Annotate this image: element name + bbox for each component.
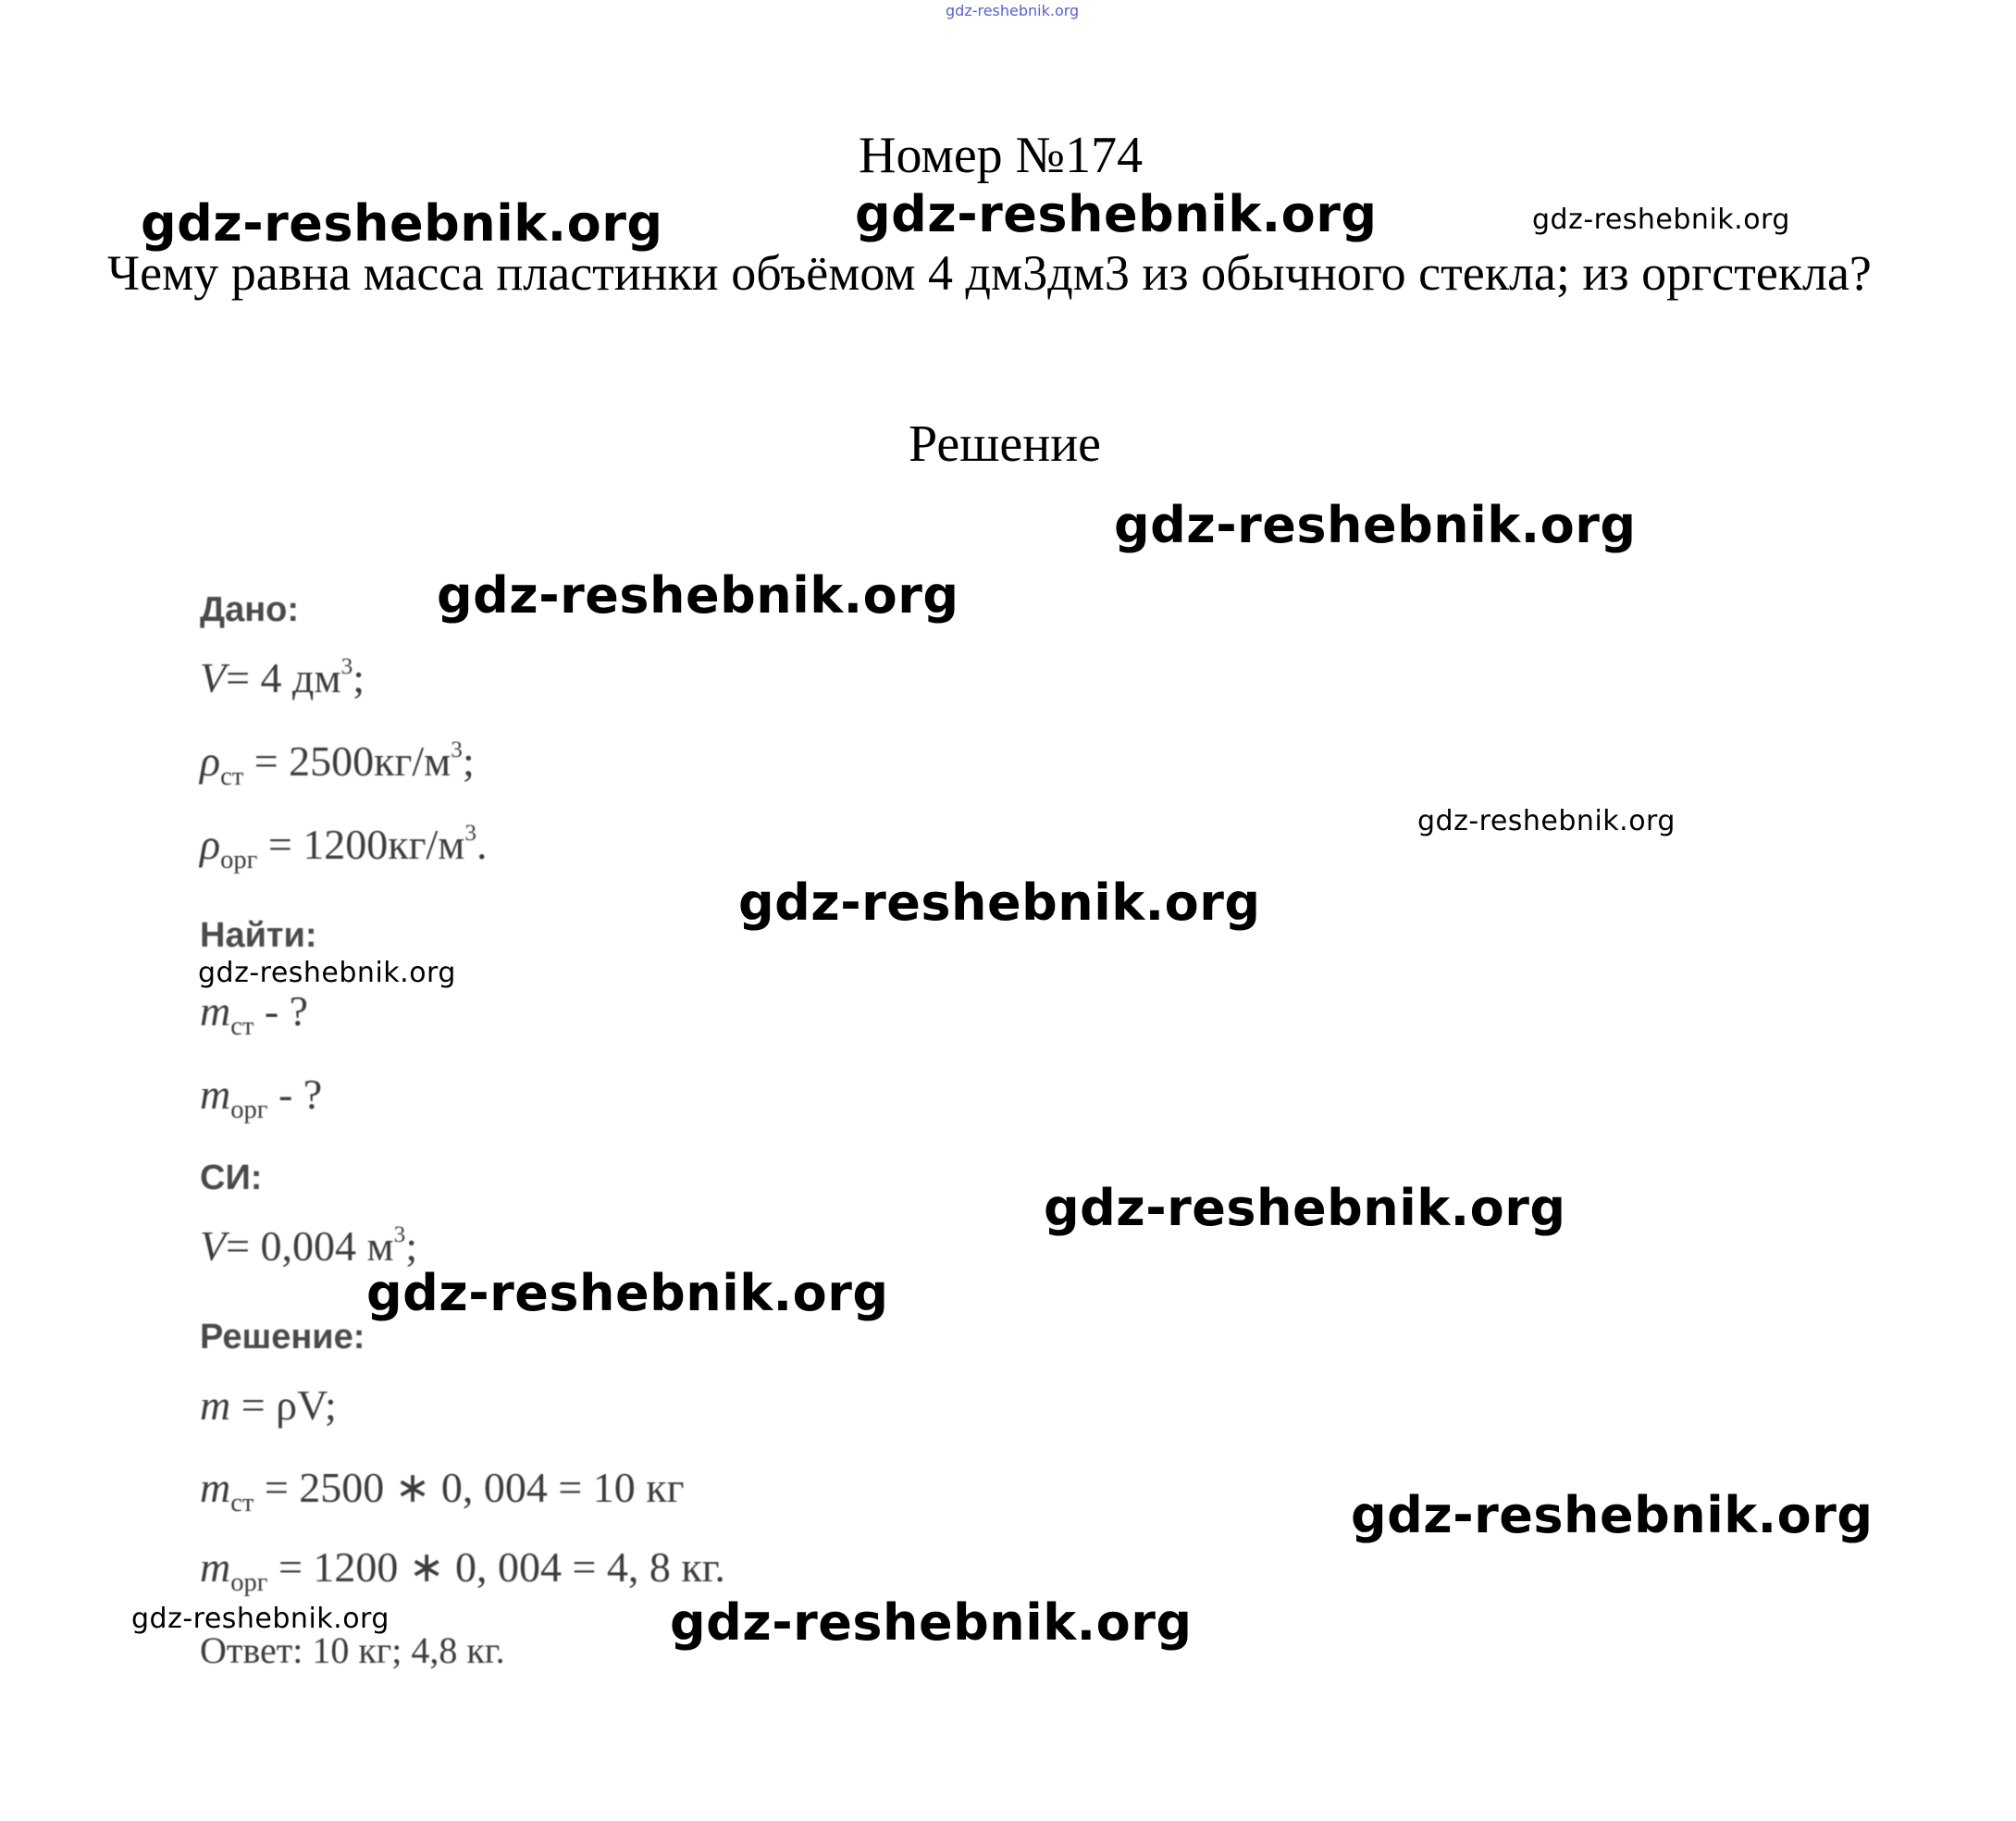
- watermark: gdz-reshebnik.org: [738, 873, 1261, 932]
- watermark: gdz-reshebnik.org: [1114, 496, 1637, 554]
- answer-line: Ответ: 10 кг; 4,8 кг.: [200, 1629, 505, 1671]
- given-tail: .: [476, 821, 488, 869]
- find-line: [200, 1070, 322, 1125]
- si-tail: ;: [405, 1222, 418, 1270]
- site-mark-header[interactable]: gdz-reshebnik.org: [946, 2, 1080, 19]
- watermark: gdz-reshebnik.org: [670, 1593, 1193, 1652]
- given-rhs: = 4 дм: [226, 654, 341, 702]
- given-tail: ;: [462, 737, 475, 786]
- find-line: [200, 986, 308, 1042]
- find-sub: ст: [230, 1011, 254, 1041]
- si-rhs: = 0,004 м: [226, 1222, 394, 1270]
- given-line: [200, 653, 365, 702]
- given-rhs: = 1200кг/м: [257, 821, 465, 869]
- watermark: gdz-reshebnik.org: [131, 1603, 390, 1635]
- watermark: gdz-reshebnik.org: [855, 185, 1378, 243]
- si-label: СИ:: [200, 1158, 263, 1197]
- solution-label: Решение:: [200, 1318, 365, 1356]
- solution-image: [185, 583, 888, 1693]
- given-tail: ;: [352, 654, 365, 702]
- watermark: gdz-reshebnik.org: [1044, 1179, 1566, 1237]
- given-var: ρ: [200, 737, 221, 786]
- step-var: m: [200, 1381, 231, 1429]
- given-sup: 3: [451, 737, 463, 762]
- step-rhs: = ρV;: [230, 1381, 337, 1429]
- find-label: Найти:: [200, 916, 317, 955]
- step-rhs: = 2500 ∗ 0, 004 = 10 кг: [254, 1464, 685, 1511]
- step-var: m: [200, 1464, 231, 1511]
- given-line: [200, 820, 488, 875]
- si-sup: 3: [393, 1221, 406, 1247]
- find-var: m: [200, 987, 231, 1034]
- solution-heading: Решение: [909, 415, 1102, 473]
- watermark: gdz-reshebnik.org: [1417, 805, 1676, 837]
- given-sup: 3: [464, 820, 477, 846]
- step-sub: орг: [230, 1567, 268, 1597]
- watermark: gdz-reshebnik.org: [1532, 204, 1790, 236]
- given-var: ρ: [200, 821, 221, 869]
- watermark: gdz-reshebnik.org: [141, 194, 663, 253]
- given-var: V: [200, 654, 227, 702]
- given-sub: орг: [220, 846, 258, 875]
- solution-step: [200, 1381, 337, 1430]
- watermark: gdz-reshebnik.org: [366, 1264, 889, 1322]
- given-sub: ст: [220, 762, 244, 792]
- given-label: Дано:: [200, 590, 300, 629]
- find-var: m: [200, 1071, 231, 1118]
- watermark: gdz-reshebnik.org: [437, 566, 959, 625]
- given-rhs: = 2500кг/м: [243, 737, 451, 786]
- si-var: V: [200, 1222, 227, 1270]
- find-rhs: - ?: [267, 1071, 323, 1118]
- problem-statement: Чему равна масса пластинки объёмом 4 дм3дм3 из обычного стекла; из оргстекла?: [107, 245, 1872, 301]
- solution-step: [200, 1462, 685, 1518]
- step-sub: ст: [230, 1488, 254, 1518]
- given-line: [200, 737, 475, 792]
- watermark: gdz-reshebnik.org: [1351, 1486, 1874, 1544]
- find-rhs: - ?: [254, 987, 309, 1034]
- given-sup: 3: [340, 653, 353, 679]
- solution-step: [200, 1542, 725, 1598]
- watermark: gdz-reshebnik.org: [198, 957, 456, 989]
- find-sub: орг: [230, 1095, 268, 1124]
- page-title: Номер №174: [859, 127, 1144, 184]
- step-rhs: = 1200 ∗ 0, 004 = 4, 8 кг.: [267, 1543, 725, 1591]
- step-var: m: [200, 1543, 231, 1591]
